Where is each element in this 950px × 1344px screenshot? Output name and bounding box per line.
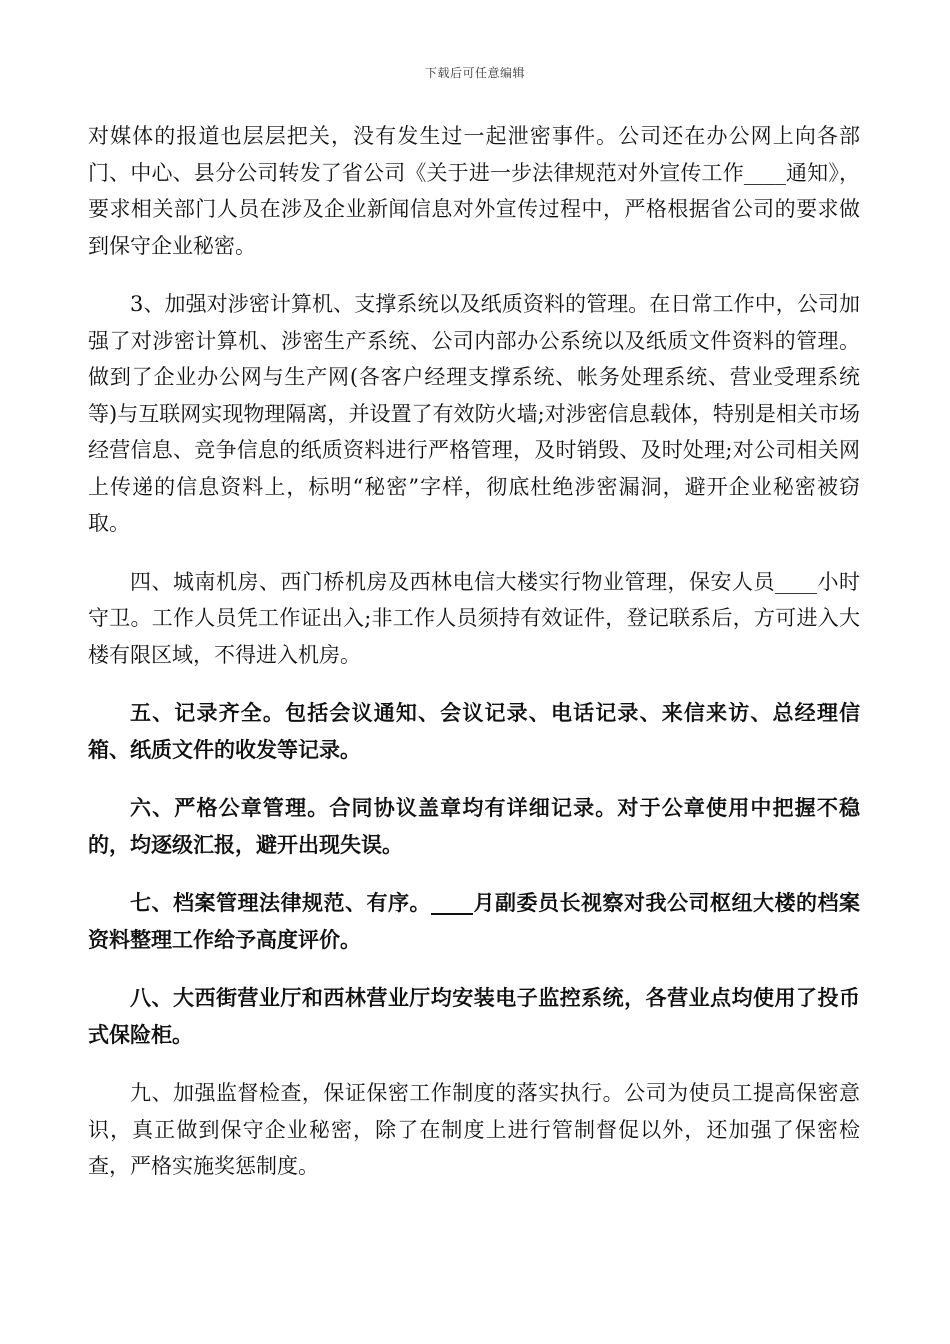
paragraph-7: 八、大西街营业厅和西林营业厅均安装电子监控系统，各营业点均使用了投币式保险柜。	[88, 985, 860, 1047]
paragraph-6: 七、档案管理法律规范、有序。____月副委员长视察对我公司枢纽大楼的档案资料整理工作给予高度评价。	[88, 890, 860, 952]
page-header: 下载后可任意编辑	[424, 66, 525, 80]
paragraph-1: 对媒体的报道也层层把关，没有发生过一起泄密事件。公司还在办公网上向各部门、中心、县分公司转发了省公司《关于进一步法律规范对外宣传工作____通知》，要求相关部门人员在涉及企业新闻信息对外宣传过程中，严格根据省公司的要求做到保守企业秘密。	[88, 124, 860, 258]
paragraph-8: 九、加强监督检查，保证保密工作制度的落实执行。公司为使员工提高保密意识，真正做到保守企业秘密，除了在制度上进行管制督促以外，还加强了保密检查，严格实施奖惩制度。	[88, 1081, 860, 1178]
document-body	[88, 118, 860, 1185]
paragraph-4: 五、记录齐全。包括会议通知、会议记录、电话记录、来信来访、总经理信箱、纸质文件的收发等记录。	[88, 700, 860, 762]
paragraph-5: 六、严格公章管理。合同协议盖章均有详细记录。对于公章使用中把握不稳的，均逐级汇报，避开出现失误。	[88, 795, 860, 857]
paragraph-2: 3、加强对涉密计算机、支撑系统以及纸质资料的管理。在日常工作中，公司加强了对涉密计算机、涉密生产系统、公司内部办公系统以及纸质文件资料的管理。做到了企业办公网与生产网(各客户经理支撑系统、帐务处理系统、营业受理系统等)与互联网实现物理隔离，并设置了有效防火墙;对涉密信息载体，特别是相关市场经营信息、竞争信息的纸质资料进行严格管理，及时销毁、及时处理;对公司相关网上传递的信息资料上，标明“秘密”字样，彻底杜绝涉密漏洞，避开企业秘密被窃取。	[88, 292, 860, 535]
paragraph-3: 四、城南机房、西门桥机房及西林电信大楼实行物业管理，保安人员____小时守卫。工作人员凭工作证出入;非工作人员须持有效证件，登记联系后，方可进入大楼有限区域，不得进入机房。	[88, 569, 860, 667]
